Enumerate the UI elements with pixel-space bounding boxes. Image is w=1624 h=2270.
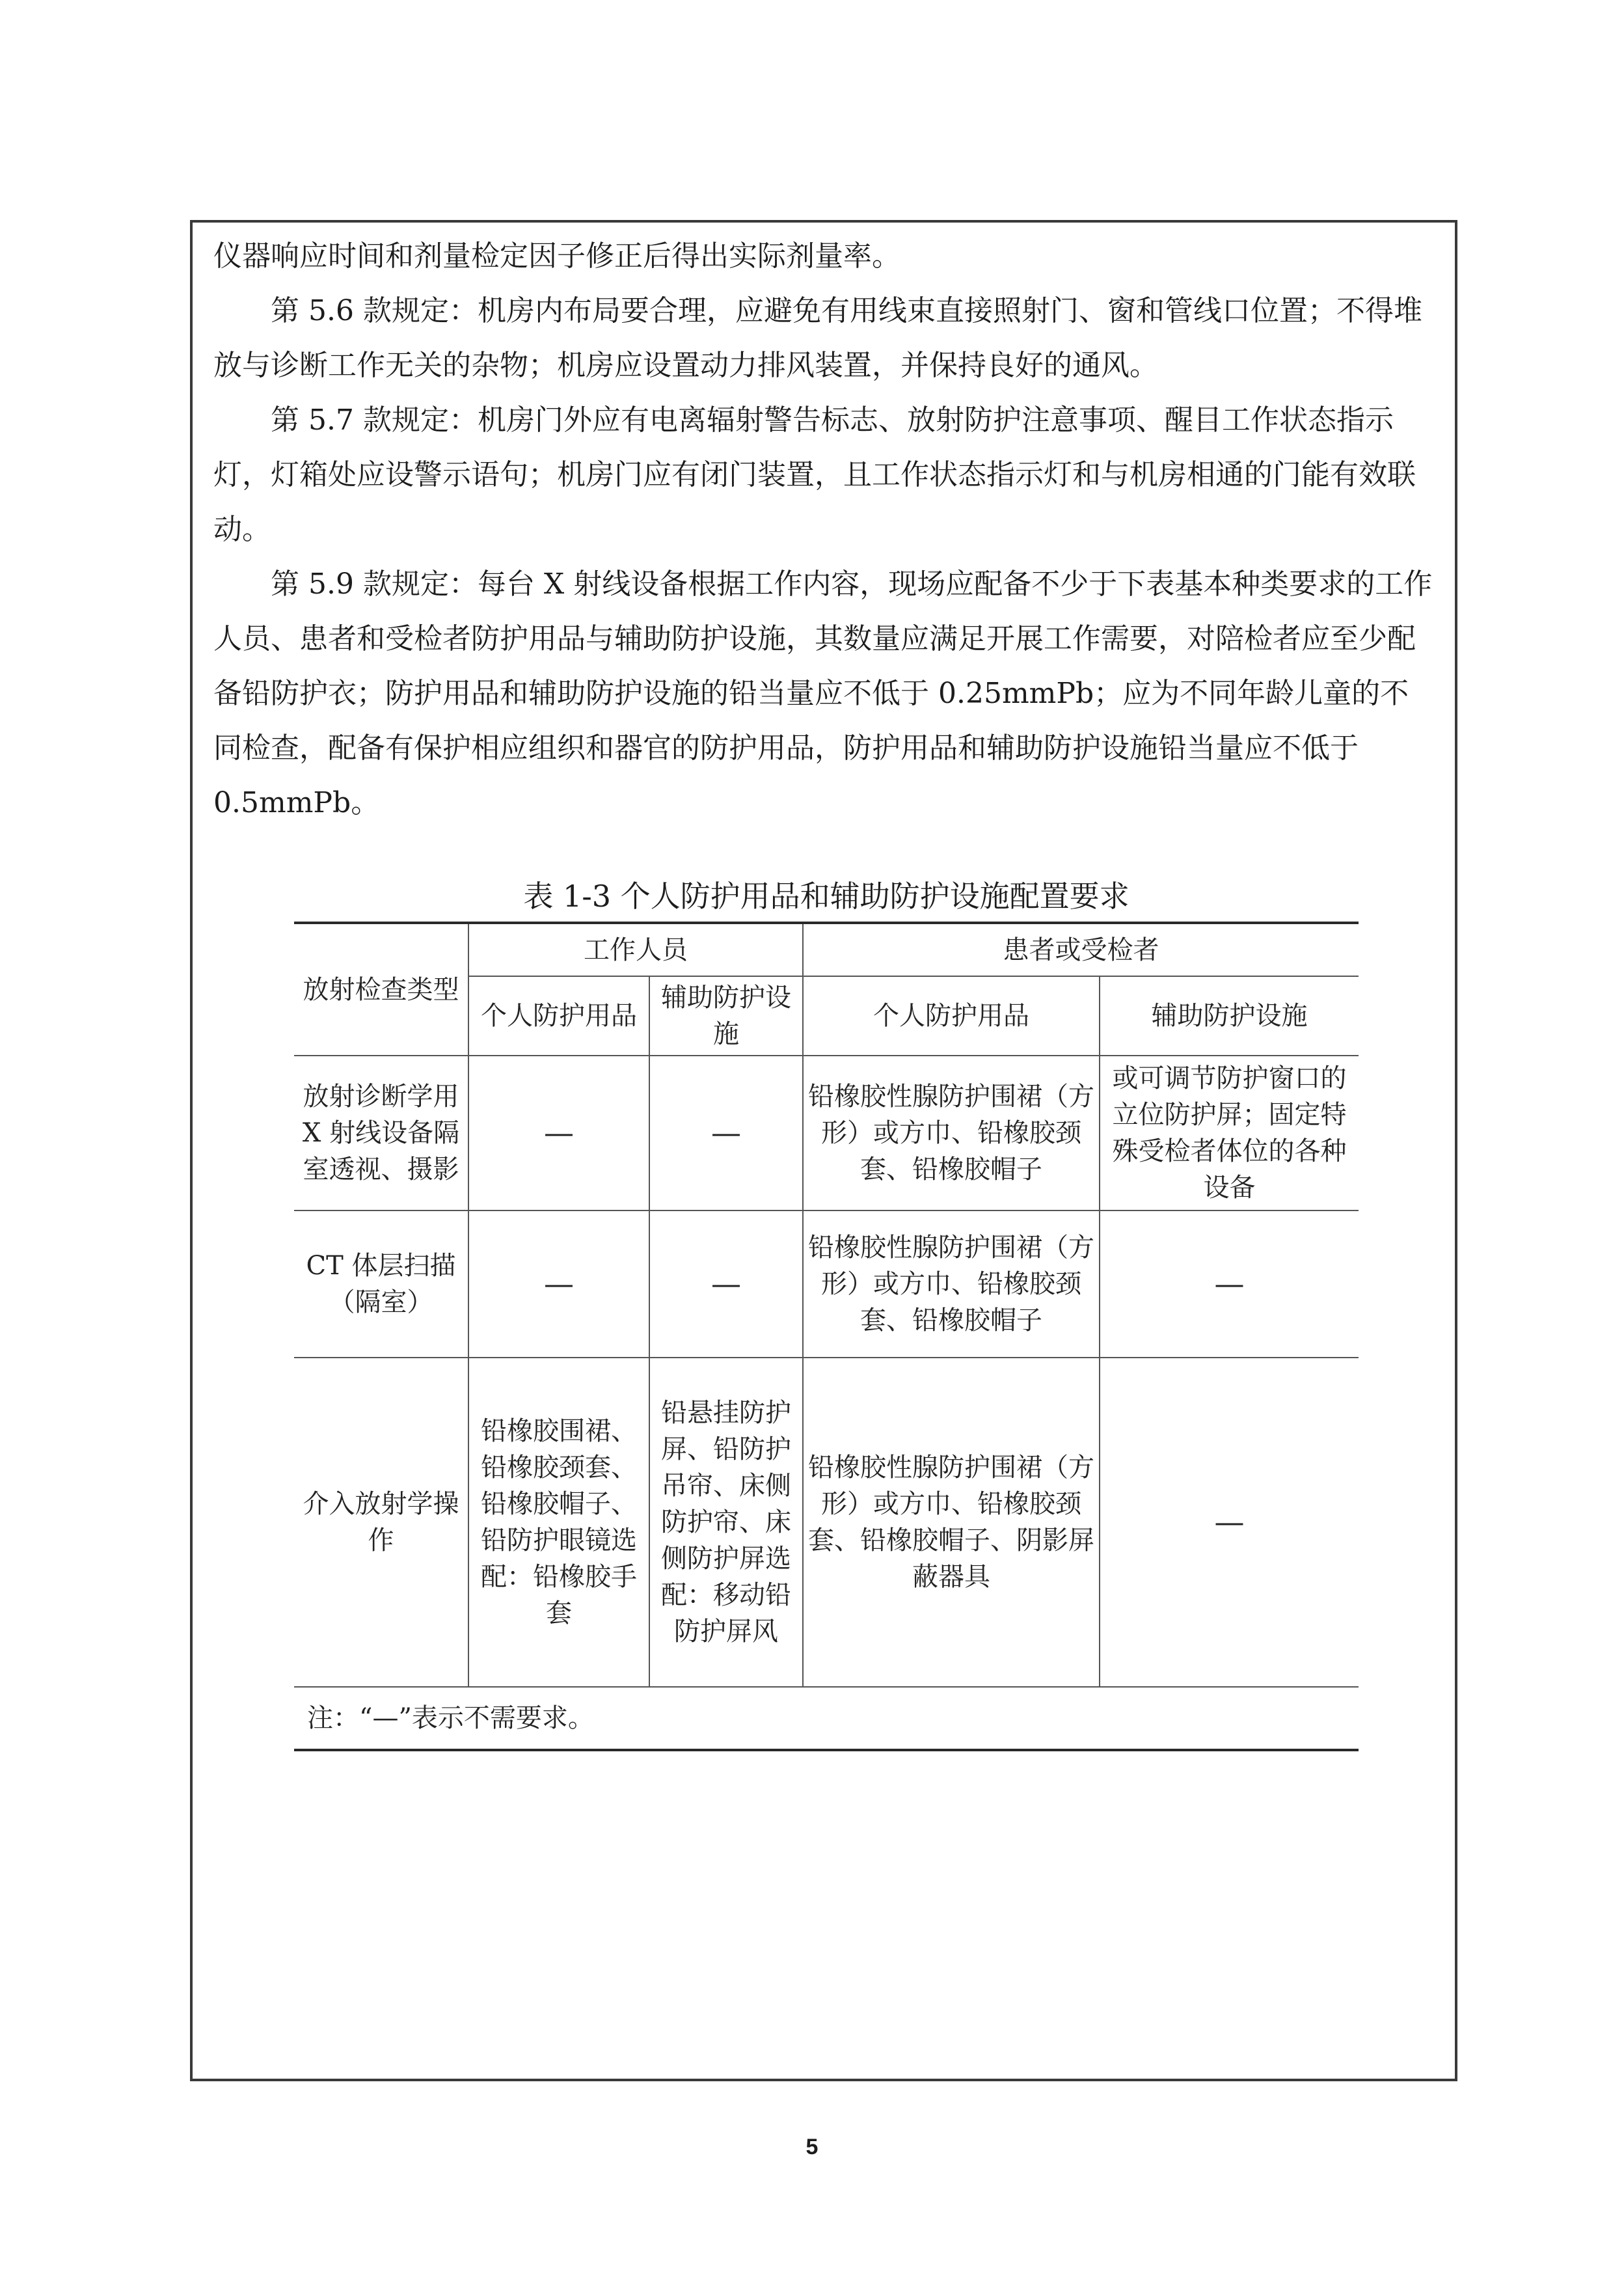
table-row <box>294 1358 1359 1687</box>
table-note: 注：“—”表示不需要求。 <box>294 1687 1359 1750</box>
paragraph-5-9: 第 5.9 款规定：每台 X 射线设备根据工作内容，现场应配备不少于下表基本种类要求的工作人员、患者和受检者防护用品与辅助防护设施，其数量应满足开展工作需要，对陪检者应至少配备铅防护衣；防护用品和辅助防护设施的铅当量应不低于 0.25mmPb；应为不同年龄儿童的不同检查，配备有保护相应组织和器官的防护用品，防护用品和辅助防护设施铅当量应不低于 0.5mmPb。 <box>213 568 1433 819</box>
cell-patient-personal: 铅橡胶性腺防护围裙（方形）或方巾、铅橡胶颈套、铅橡胶帽子、阴影屏蔽器具 <box>803 1358 1100 1687</box>
cell-patient-aux: 或可调节防护窗口的立位防护屏；固定特殊受检者体位的各种设备 <box>1100 1056 1359 1210</box>
cell-staff-personal: 铅橡胶围裙、铅橡胶颈套、铅橡胶帽子、铅防护眼镜选配：铅橡胶手套 <box>468 1358 649 1687</box>
paragraph-5-7: 第 5.7 款规定：机房门外应有电离辐射警告标志、放射防护注意事项、醒目工作状态指示灯，灯箱处应设警示语句；机房门应有闭门装置，且工作状态指示灯和与机房相通的门能有效联动。 <box>213 403 1416 546</box>
header-patient: 患者或受检者 <box>803 923 1359 976</box>
table-row <box>294 1056 1359 1210</box>
cell-exam-type: 介入放射学操作 <box>294 1358 468 1687</box>
cell-staff-aux: 铅悬挂防护屏、铅防护吊帘、床侧防护帘、床侧防护屏选配：移动铅防护屏风 <box>649 1358 803 1687</box>
header-patient-personal: 个人防护用品 <box>803 976 1100 1056</box>
cell-exam-type: CT 体层扫描（隔室） <box>294 1210 468 1358</box>
protection-config-table <box>294 922 1359 1751</box>
header-patient-aux: 辅助防护设施 <box>1100 976 1359 1056</box>
table-note-row <box>294 1687 1359 1750</box>
header-staff-aux: 辅助防护设施 <box>649 976 803 1056</box>
header-staff-personal: 个人防护用品 <box>468 976 649 1056</box>
cell-exam-type: 放射诊断学用 X 射线设备隔室透视、摄影 <box>294 1056 468 1210</box>
paragraph-5-6: 第 5.6 款规定：机房内布局要合理，应避免有用线束直接照射门、窗和管线口位置；不得堆放与诊断工作无关的杂物；机房应设置动力排风装置，并保持良好的通风。 <box>213 294 1422 382</box>
cell-patient-personal: 铅橡胶性腺防护围裙（方形）或方巾、铅橡胶颈套、铅橡胶帽子 <box>803 1056 1100 1210</box>
page-number: 5 <box>805 2135 819 2159</box>
paragraph-1: 仪器响应时间和剂量检定因子修正后得出实际剂量率。 <box>213 239 900 273</box>
table-row <box>294 1210 1359 1358</box>
cell-patient-personal: 铅橡胶性腺防护围裙（方形）或方巾、铅橡胶颈套、铅橡胶帽子 <box>803 1210 1100 1358</box>
cell-patient-aux: — <box>1100 1358 1359 1687</box>
table-caption: 表 1-3 个人防护用品和辅助防护设施配置要求 <box>523 879 1130 914</box>
cell-staff-personal: — <box>468 1210 649 1358</box>
header-exam-type: 放射检查类型 <box>294 923 468 1056</box>
cell-staff-aux: — <box>649 1056 803 1210</box>
cell-staff-aux: — <box>649 1210 803 1358</box>
cell-patient-aux: — <box>1100 1210 1359 1358</box>
header-staff: 工作人员 <box>468 923 803 976</box>
cell-staff-personal: — <box>468 1056 649 1210</box>
table-header-row-1 <box>294 923 1359 976</box>
